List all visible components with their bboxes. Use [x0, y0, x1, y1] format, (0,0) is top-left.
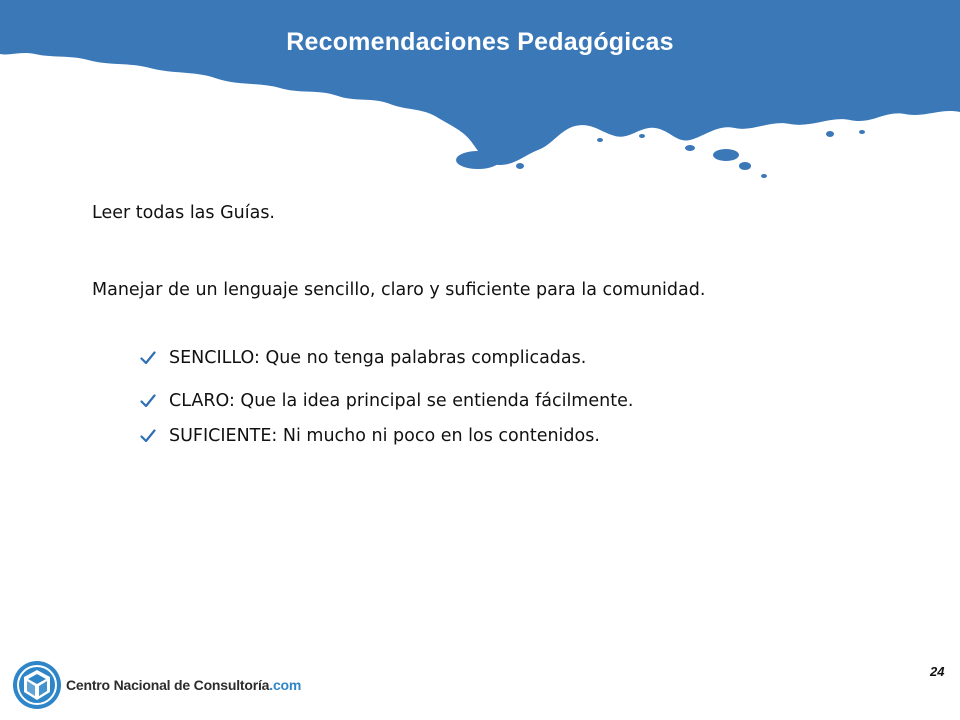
logo-suffix: .com [269, 677, 302, 693]
page-number: 24 [930, 664, 945, 679]
checklist-item-text: SUFICIENTE: Ni mucho ni poco en los contenidos. [169, 426, 600, 446]
checklist-item-text: CLARO: Que la idea principal se entienda fácilmente. [169, 391, 634, 411]
point-read-guides: Leer todas las Guías. [92, 203, 275, 223]
checkmark-icon [140, 393, 156, 409]
slide-title: Recomendaciones Pedagógicas [286, 28, 674, 56]
point-language: Manejar de un lenguaje sencillo, claro y suficiente para la comunidad. [92, 280, 706, 300]
footer-logo [12, 660, 301, 710]
checklist-item-text: SENCILLO: Que no tenga palabras complicadas. [169, 348, 587, 368]
checkmark-icon [140, 350, 156, 366]
checklist-item-sencillo [140, 348, 586, 368]
checklist-item-suficiente [140, 426, 600, 446]
logo-wordmark [66, 677, 301, 693]
logo-name: Centro Nacional de Consultoría [66, 677, 270, 693]
checkmark-icon [140, 428, 156, 444]
checklist-item-claro [140, 391, 633, 411]
cube-logo-icon [12, 660, 62, 710]
